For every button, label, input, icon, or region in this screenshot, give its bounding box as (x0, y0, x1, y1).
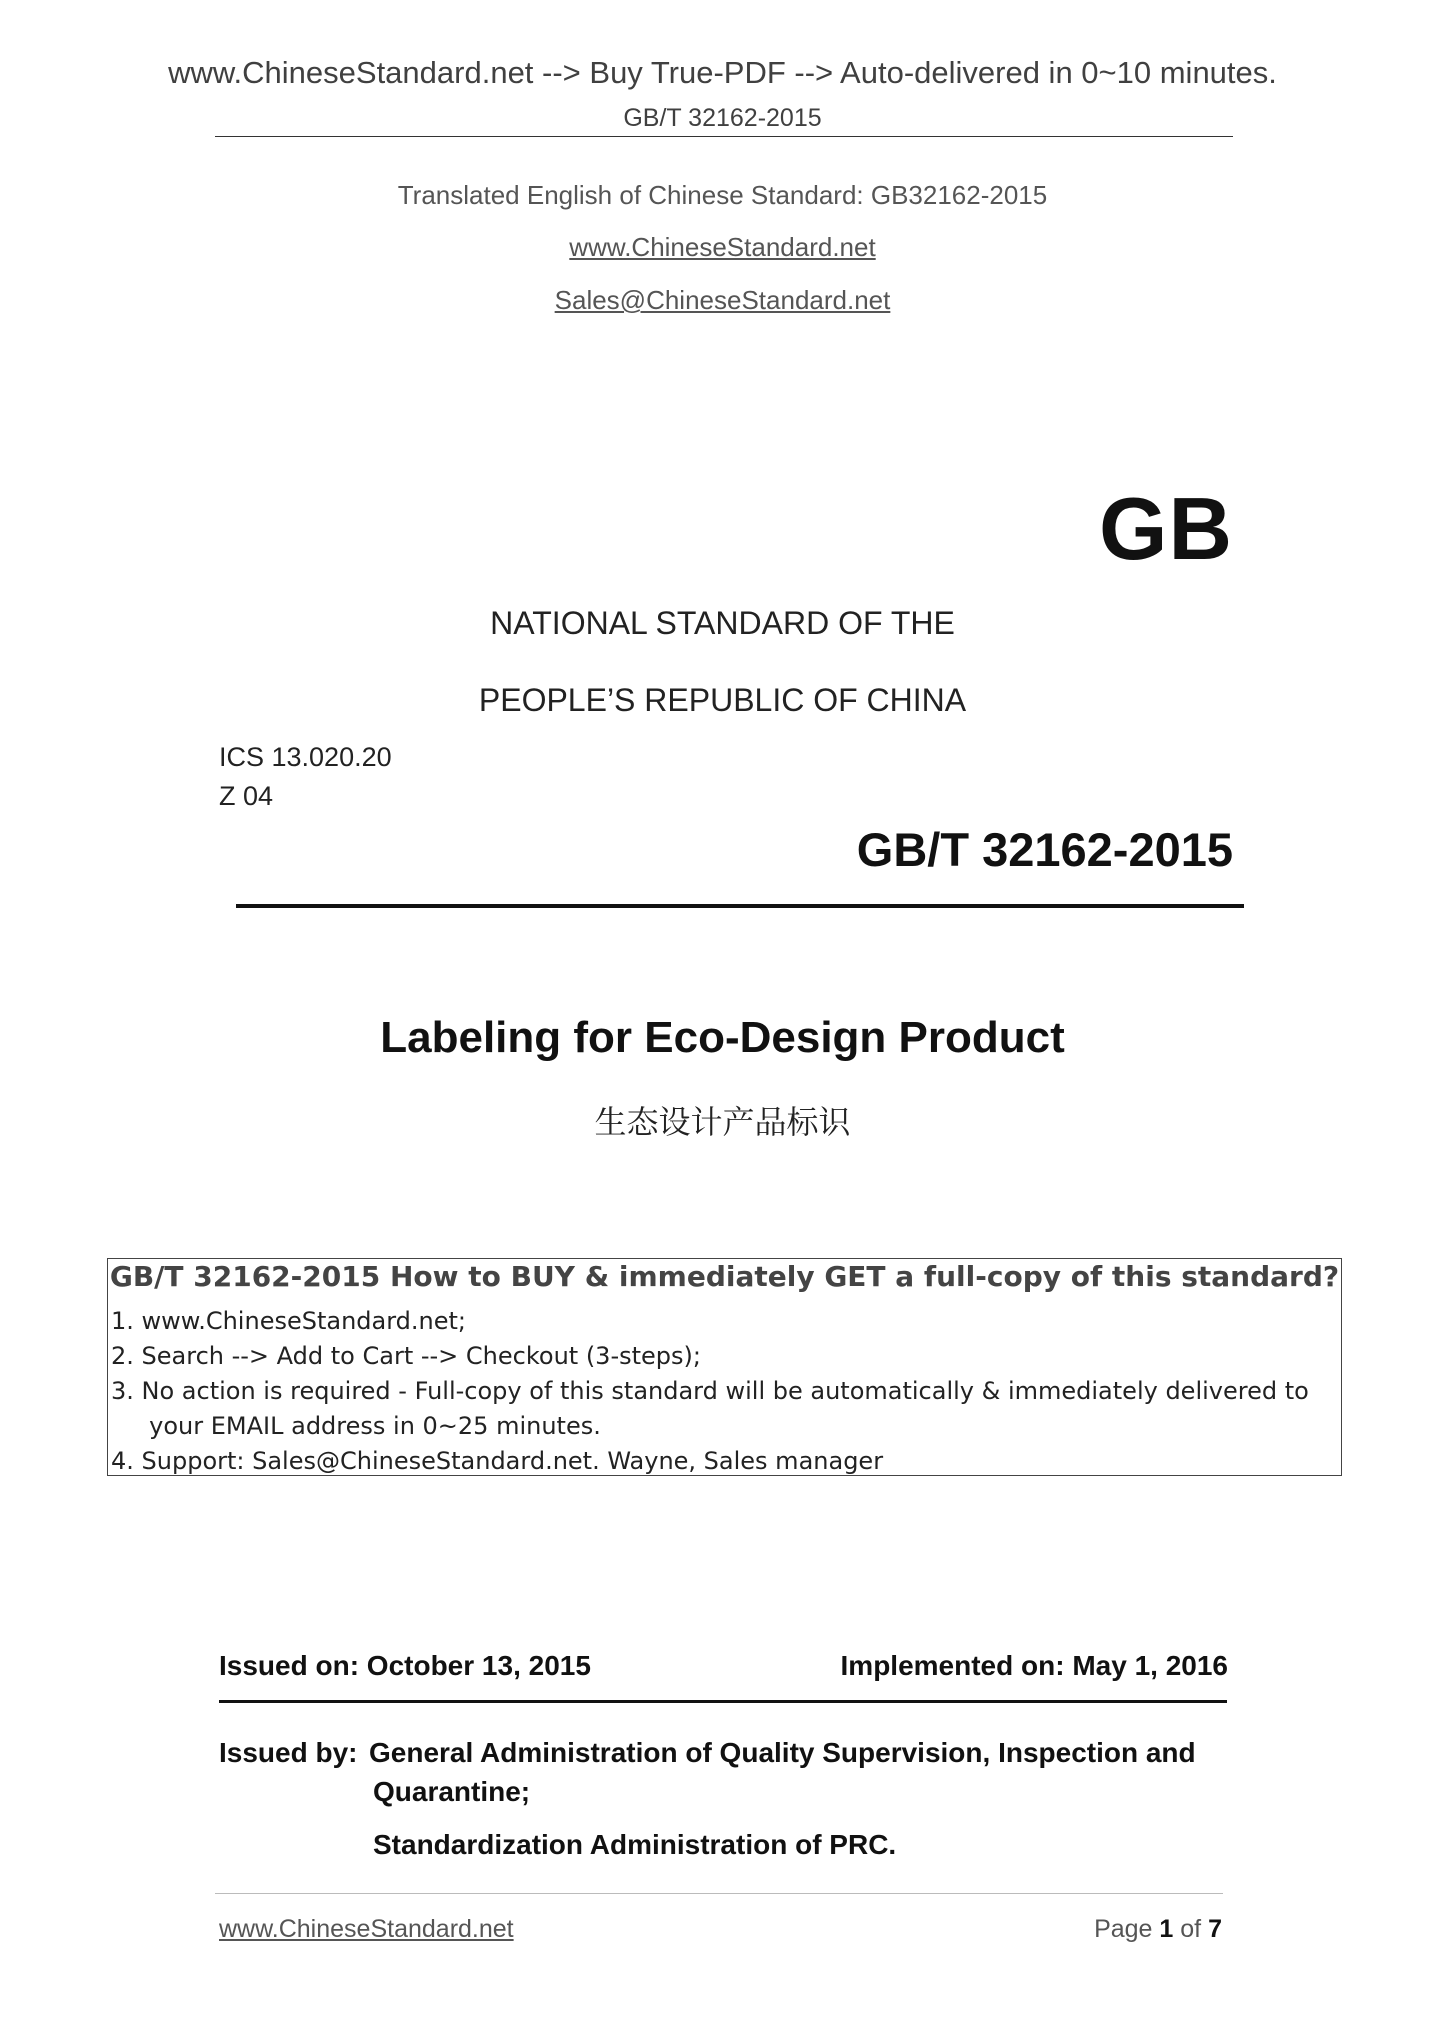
email-link-row (0, 285, 1445, 316)
header-banner: www.ChineseStandard.net --> Buy True-PDF --> Auto-delivered in 0~10 minutes. (168, 55, 1277, 90)
purchase-step-2: 2. Search --> Add to Cart --> Checkout (3-steps); (111, 1342, 701, 1370)
standard-number: GB/T 32162-2015 (856, 823, 1233, 876)
title-divider (236, 904, 1244, 908)
ics-code: ICS 13.020.20 (219, 742, 392, 772)
website-link-row (0, 232, 1445, 263)
implemented-on-date: Implemented on: May 1, 2016 (840, 1650, 1228, 1681)
email-link[interactable]: Sales@ChineseStandard.net (554, 285, 891, 315)
issuer-line-1: General Administration of Quality Supervision, Inspection and (369, 1737, 1196, 1768)
national-standard-line1: NATIONAL STANDARD OF THE (490, 605, 955, 641)
footer-divider (215, 1893, 1223, 1894)
purchase-step-1: 1. www.ChineseStandard.net; (111, 1307, 467, 1335)
dates-divider (219, 1700, 1227, 1703)
issued-on-date: Issued on: October 13, 2015 (219, 1650, 591, 1681)
issuer-line-3: Standardization Administration of PRC. (373, 1829, 897, 1860)
purchase-step-4: 4. Support: Sales@ChineseStandard.net. Wayne, Sales manager (111, 1447, 884, 1475)
page-total: 7 (1208, 1915, 1222, 1943)
header-divider (215, 136, 1233, 137)
page-indicator (900, 1915, 1222, 1944)
ccs-code: Z 04 (219, 781, 274, 811)
national-standard-line2: PEOPLE’S REPUBLIC OF CHINA (478, 682, 967, 718)
purchase-info-box (107, 1258, 1342, 1476)
purchase-step-3: 3. No action is required - Full-copy of this standard will be automatically & immediately delivered to (111, 1377, 1309, 1405)
footer-website-link[interactable]: www.ChineseStandard.net (219, 1915, 514, 1943)
document-title: Labeling for Eco-Design Product (380, 1013, 1065, 1062)
page-prefix: Page (1094, 1915, 1153, 1943)
gb-mark: GB (1099, 479, 1233, 578)
purchase-step-3-continued: your EMAIL address in 0~25 minutes. (111, 1412, 601, 1440)
issued-by-label: Issued by: (219, 1737, 358, 1768)
document-title-chinese: 生态设计产品标识 (594, 1104, 851, 1140)
translated-note: Translated English of Chinese Standard: GB32162-2015 (397, 180, 1048, 210)
page-current: 1 (1159, 1915, 1174, 1943)
website-link[interactable]: www.ChineseStandard.net (569, 232, 876, 262)
purchase-box-title: GB/T 32162-2015 How to BUY & immediately GET a full-copy of this standard? (109, 1260, 1340, 1293)
issuer-line-2: Quarantine; (373, 1776, 531, 1807)
page-of: of (1180, 1915, 1202, 1943)
header-standard-code: GB/T 32162-2015 (623, 104, 822, 132)
